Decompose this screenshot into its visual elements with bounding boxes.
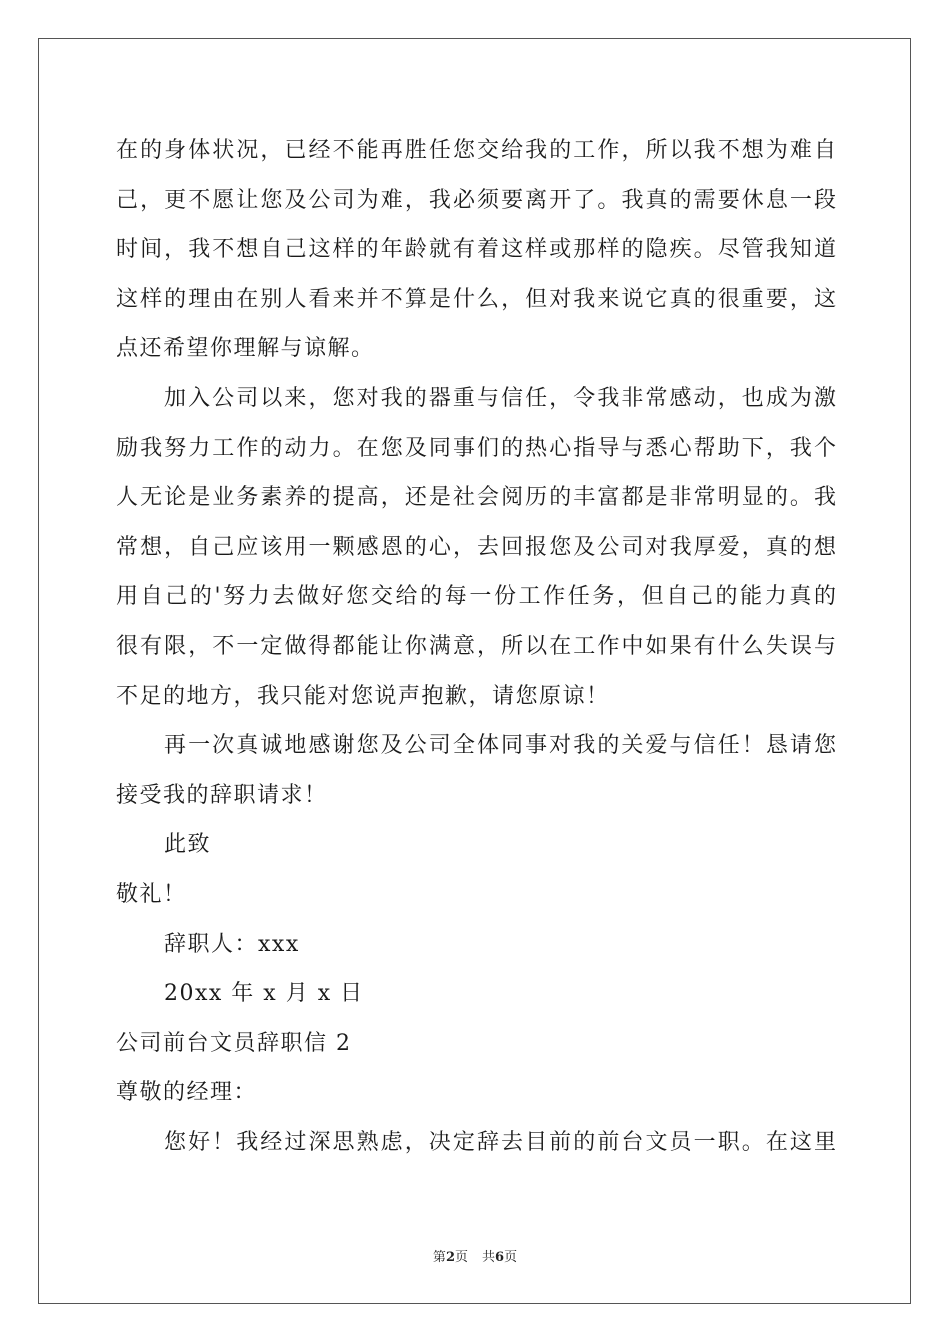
text-line: 时间，我不想自己这样的年龄就有着这样或那样的隐疾。尽管我知道 xyxy=(116,237,836,263)
paragraph-start-line: 加入公司以来，您对我的器重与信任，令我非常感动，也成为激 xyxy=(164,385,836,411)
signature-line: 辞职人：xxx xyxy=(164,931,300,957)
closing-regards: 敬礼！ xyxy=(116,881,187,907)
total-suffix: 页 xyxy=(504,1250,518,1265)
paragraph-start-line: 再一次真诚地感谢您及公司全体同事对我的关爱与信任！恳请您 xyxy=(164,733,836,759)
closing-salutation: 此致 xyxy=(164,832,212,858)
document-body xyxy=(116,126,836,1167)
total-pages: 6 xyxy=(495,1250,505,1265)
text-line: 这样的理由在别人看来并不算是什么，但对我来说它真的很重要，这 xyxy=(116,286,836,312)
paragraph-start-line: 您好！我经过深思熟虑，决定辞去目前的前台文员一职。在这里 xyxy=(164,1129,836,1155)
text-line: 常想，自己应该用一颗感恩的心，去回报您及公司对我厚爱，真的想 xyxy=(116,534,836,560)
page-number: 2 xyxy=(445,1250,455,1265)
text-line: 励我努力工作的动力。在您及同事们的热心指导与悉心帮助下，我个 xyxy=(116,435,836,461)
text-line: 接受我的辞职请求！ xyxy=(116,782,328,808)
page-prefix: 第 xyxy=(432,1250,446,1265)
page-suffix: 页 xyxy=(454,1250,468,1265)
text-line: 用自己的'努力去做好您交给的每一份工作任务，但自己的能力真的 xyxy=(116,584,836,610)
greeting-line: 尊敬的经理： xyxy=(116,1080,258,1106)
text-line: 在的身体状况，已经不能再胜任您交给我的工作，所以我不想为难自 xyxy=(116,138,836,163)
text-line: 人无论是业务素养的提高，还是社会阅历的丰富都是非常明显的。我 xyxy=(116,485,836,511)
section-title: 公司前台文员辞职信 2 xyxy=(116,1030,352,1056)
date-line: 20xx 年 x 月 x 日 xyxy=(164,981,364,1007)
total-prefix: 共 xyxy=(482,1250,496,1265)
text-line: 己，更不愿让您及公司为难，我必须要离开了。我真的需要休息一段 xyxy=(116,187,836,213)
text-line: 很有限，不一定做得都能让你满意，所以在工作中如果有什么失误与 xyxy=(116,633,836,659)
text-line: 不足的地方，我只能对您说声抱歉，请您原谅！ xyxy=(116,683,610,709)
page-footer xyxy=(0,1246,950,1265)
text-line: 点还希望你理解与谅解。 xyxy=(116,336,375,362)
